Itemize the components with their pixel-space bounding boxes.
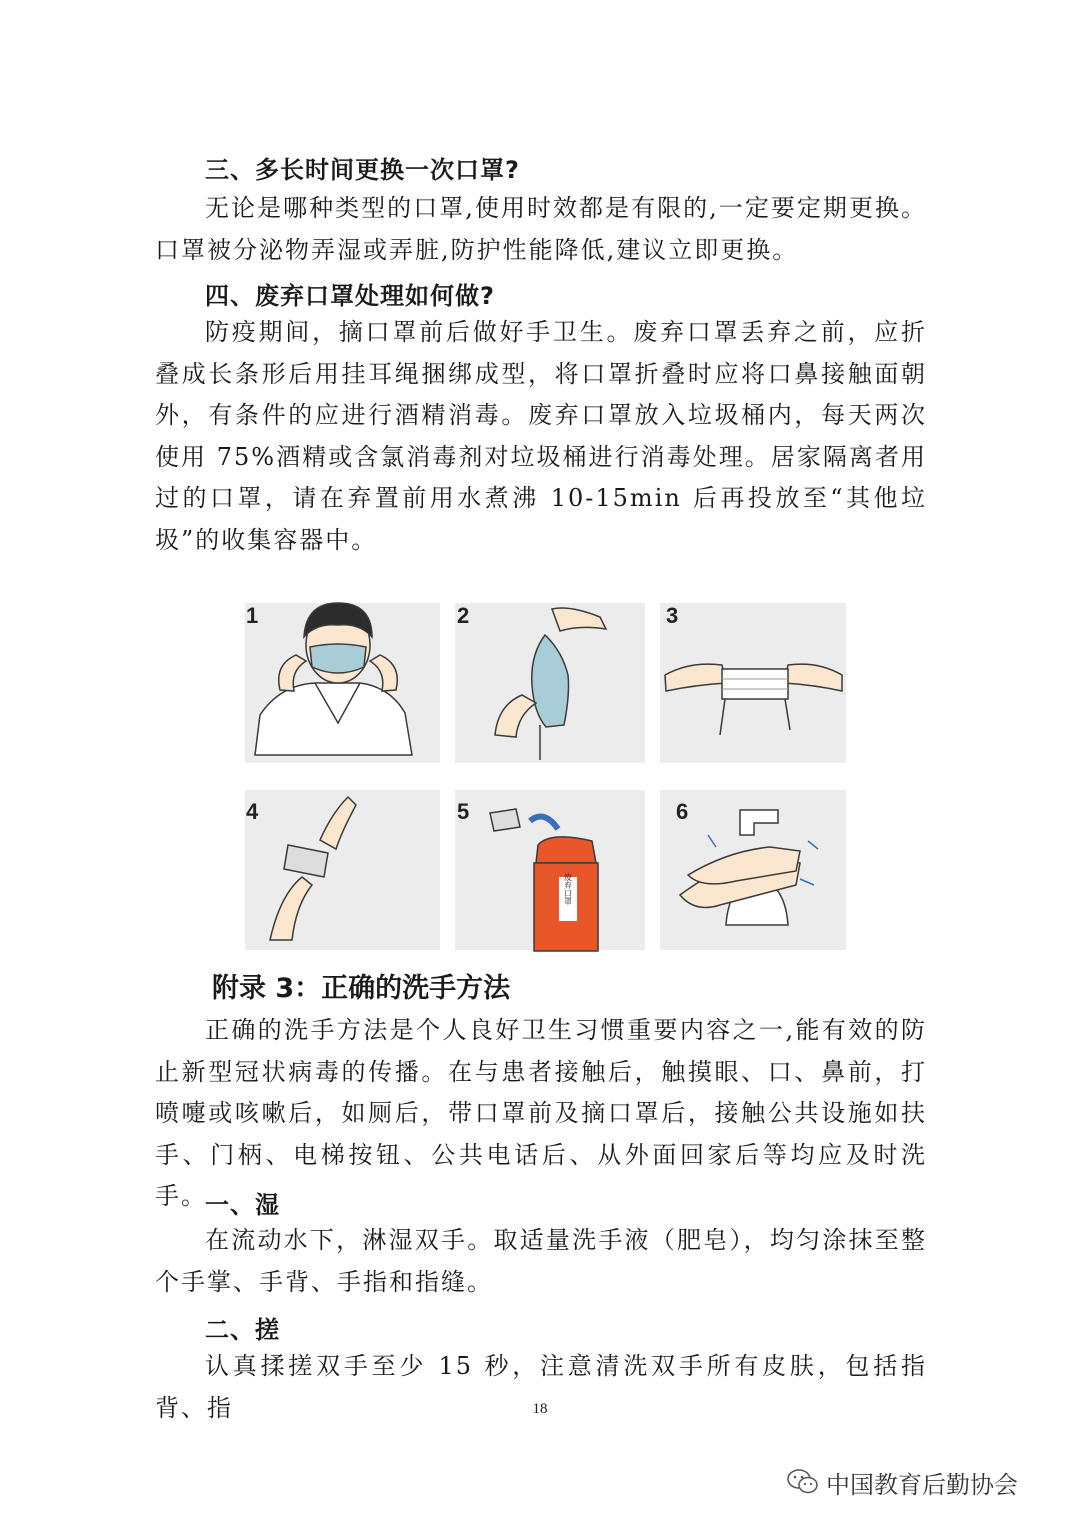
step-label-4: 4 [246,799,259,824]
mask-disposal-illustration [240,595,846,955]
section4-heading: 四、废弃口罩处理如何做? [205,282,495,310]
step1-body: 在流动水下，淋湿双手。取适量洗手液（肥皂），均匀涂抹至整个手掌、手背、手指和指缝。 [155,1226,927,1296]
appendix3-intro: 正确的洗手方法是个人良好卫生习惯重要内容之一,能有效的防止新型冠状病毒的传播。在与患者接触后，触摸眼、口、鼻前，打喷嚏或咳嗽后，如厕后，带口罩前及摘口罩后，接触公共设施如扶手、门柄、电梯按钮、公共电话后、从外面回家后等均应及时洗手。 [155,1016,927,1210]
step-label-5: 5 [457,799,470,824]
step-label-1: 1 [246,603,259,628]
step-label-6: 6 [676,799,689,824]
step-label-3: 3 [666,603,679,628]
step-label-2: 2 [457,603,470,628]
section4-body: 防疫期间，摘口罩前后做好手卫生。废弃口罩丢弃之前，应折叠成长条形后用挂耳绳捆绑成型，将口罩折叠时应将口鼻接触面朝外，有条件的应进行酒精消毒。废弃口罩放入垃圾桶内，每天两次使用 75%酒精或含氯消毒剂对垃圾桶进行消毒处理。居家隔离者用过的口罩，请在弃置前用水煮沸 10-15min 后再投放至“其他垃圾”的收集容器中。 [155,318,927,554]
step2-body: 认真揉搓双手至少 15 秒，注意清洗双手所有皮肤，包括指背、指 [155,1352,927,1422]
wechat-icon [786,1467,820,1497]
section3-body: 无论是哪种类型的口罩,使用时效都是有限的,一定要定期更换。口罩被分泌物弄湿或弄脏,防护性能降低,建议立即更换。 [155,194,927,264]
watermark-text: 中国教育后勤协会 [826,1470,1018,1499]
step1-heading: 一、湿 [205,1191,280,1219]
page-number: 18 [532,1401,548,1417]
appendix3-title: 附录 3：正确的洗手方法 [212,973,511,1004]
step2-heading: 二、搓 [205,1316,280,1344]
watermark [786,1462,1018,1502]
bin-label: 废弃口罩 [563,873,573,905]
section3-heading: 三、多长时间更换一次口罩? [205,156,520,184]
